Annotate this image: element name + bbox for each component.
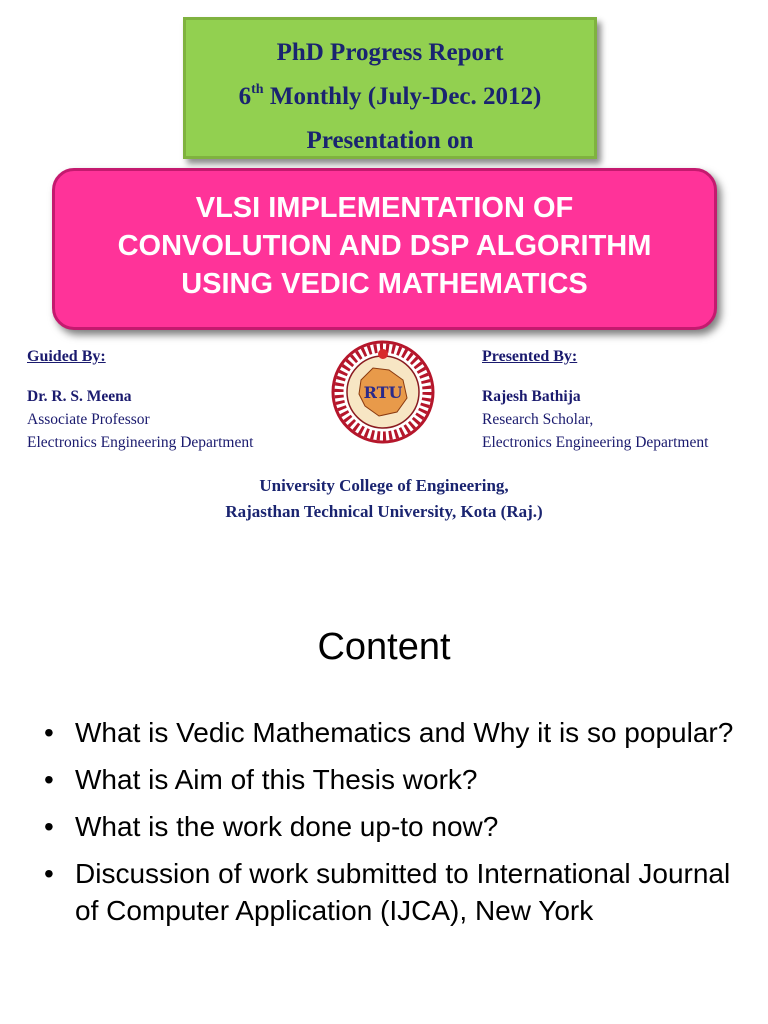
presenter-name: Rajesh Bathija bbox=[482, 388, 581, 405]
thesis-title-line-1: VLSI IMPLEMENTATION OF bbox=[195, 192, 574, 224]
month-ordinal: th bbox=[251, 82, 264, 97]
thesis-title-box bbox=[52, 168, 717, 330]
list-item: • What is Aim of this Thesis work? bbox=[42, 761, 742, 798]
month-number: 6 bbox=[238, 83, 252, 110]
content-bullet-list bbox=[42, 714, 742, 939]
thesis-title-line-3: USING VEDIC MATHEMATICS bbox=[181, 268, 588, 300]
content-slide bbox=[0, 588, 768, 1024]
list-item: • Discussion of work submitted to International Journal of Computer Application (IJCA), New York bbox=[42, 855, 742, 929]
guided-by-block bbox=[27, 345, 253, 454]
guide-role: Associate Professor bbox=[27, 411, 150, 428]
report-header-line-3: Presentation on bbox=[306, 127, 474, 154]
institution-line-1: University College of Engineering, bbox=[259, 476, 509, 495]
list-item: • What is Vedic Mathematics and Why it is so popular? bbox=[42, 714, 742, 751]
presented-by-block bbox=[482, 345, 708, 454]
seal-text: RTU bbox=[363, 383, 403, 402]
institution-line-2: Rajasthan Technical University, Kota (Raj.) bbox=[225, 502, 543, 521]
guide-name: Dr. R. S. Meena bbox=[27, 388, 132, 405]
report-header-box bbox=[183, 17, 597, 159]
month-range: Monthly (July-Dec. 2012) bbox=[263, 83, 542, 110]
report-header-line-2 bbox=[186, 75, 594, 119]
university-seal-icon bbox=[331, 340, 435, 444]
guide-department: Electronics Engineering Department bbox=[27, 434, 254, 451]
list-item: • What is the work done up-to now? bbox=[42, 808, 742, 845]
presenter-role: Research Scholar, bbox=[482, 411, 594, 428]
thesis-title-line-2: CONVOLUTION AND DSP ALGORITHM bbox=[117, 230, 652, 262]
guided-by-heading: Guided By: bbox=[27, 348, 106, 365]
presented-by-heading: Presented By: bbox=[482, 348, 578, 365]
presenter-department: Electronics Engineering Department bbox=[482, 434, 709, 451]
report-header-line-1: PhD Progress Report bbox=[276, 39, 504, 66]
content-title: Content bbox=[317, 626, 451, 668]
institution-block bbox=[0, 473, 768, 525]
